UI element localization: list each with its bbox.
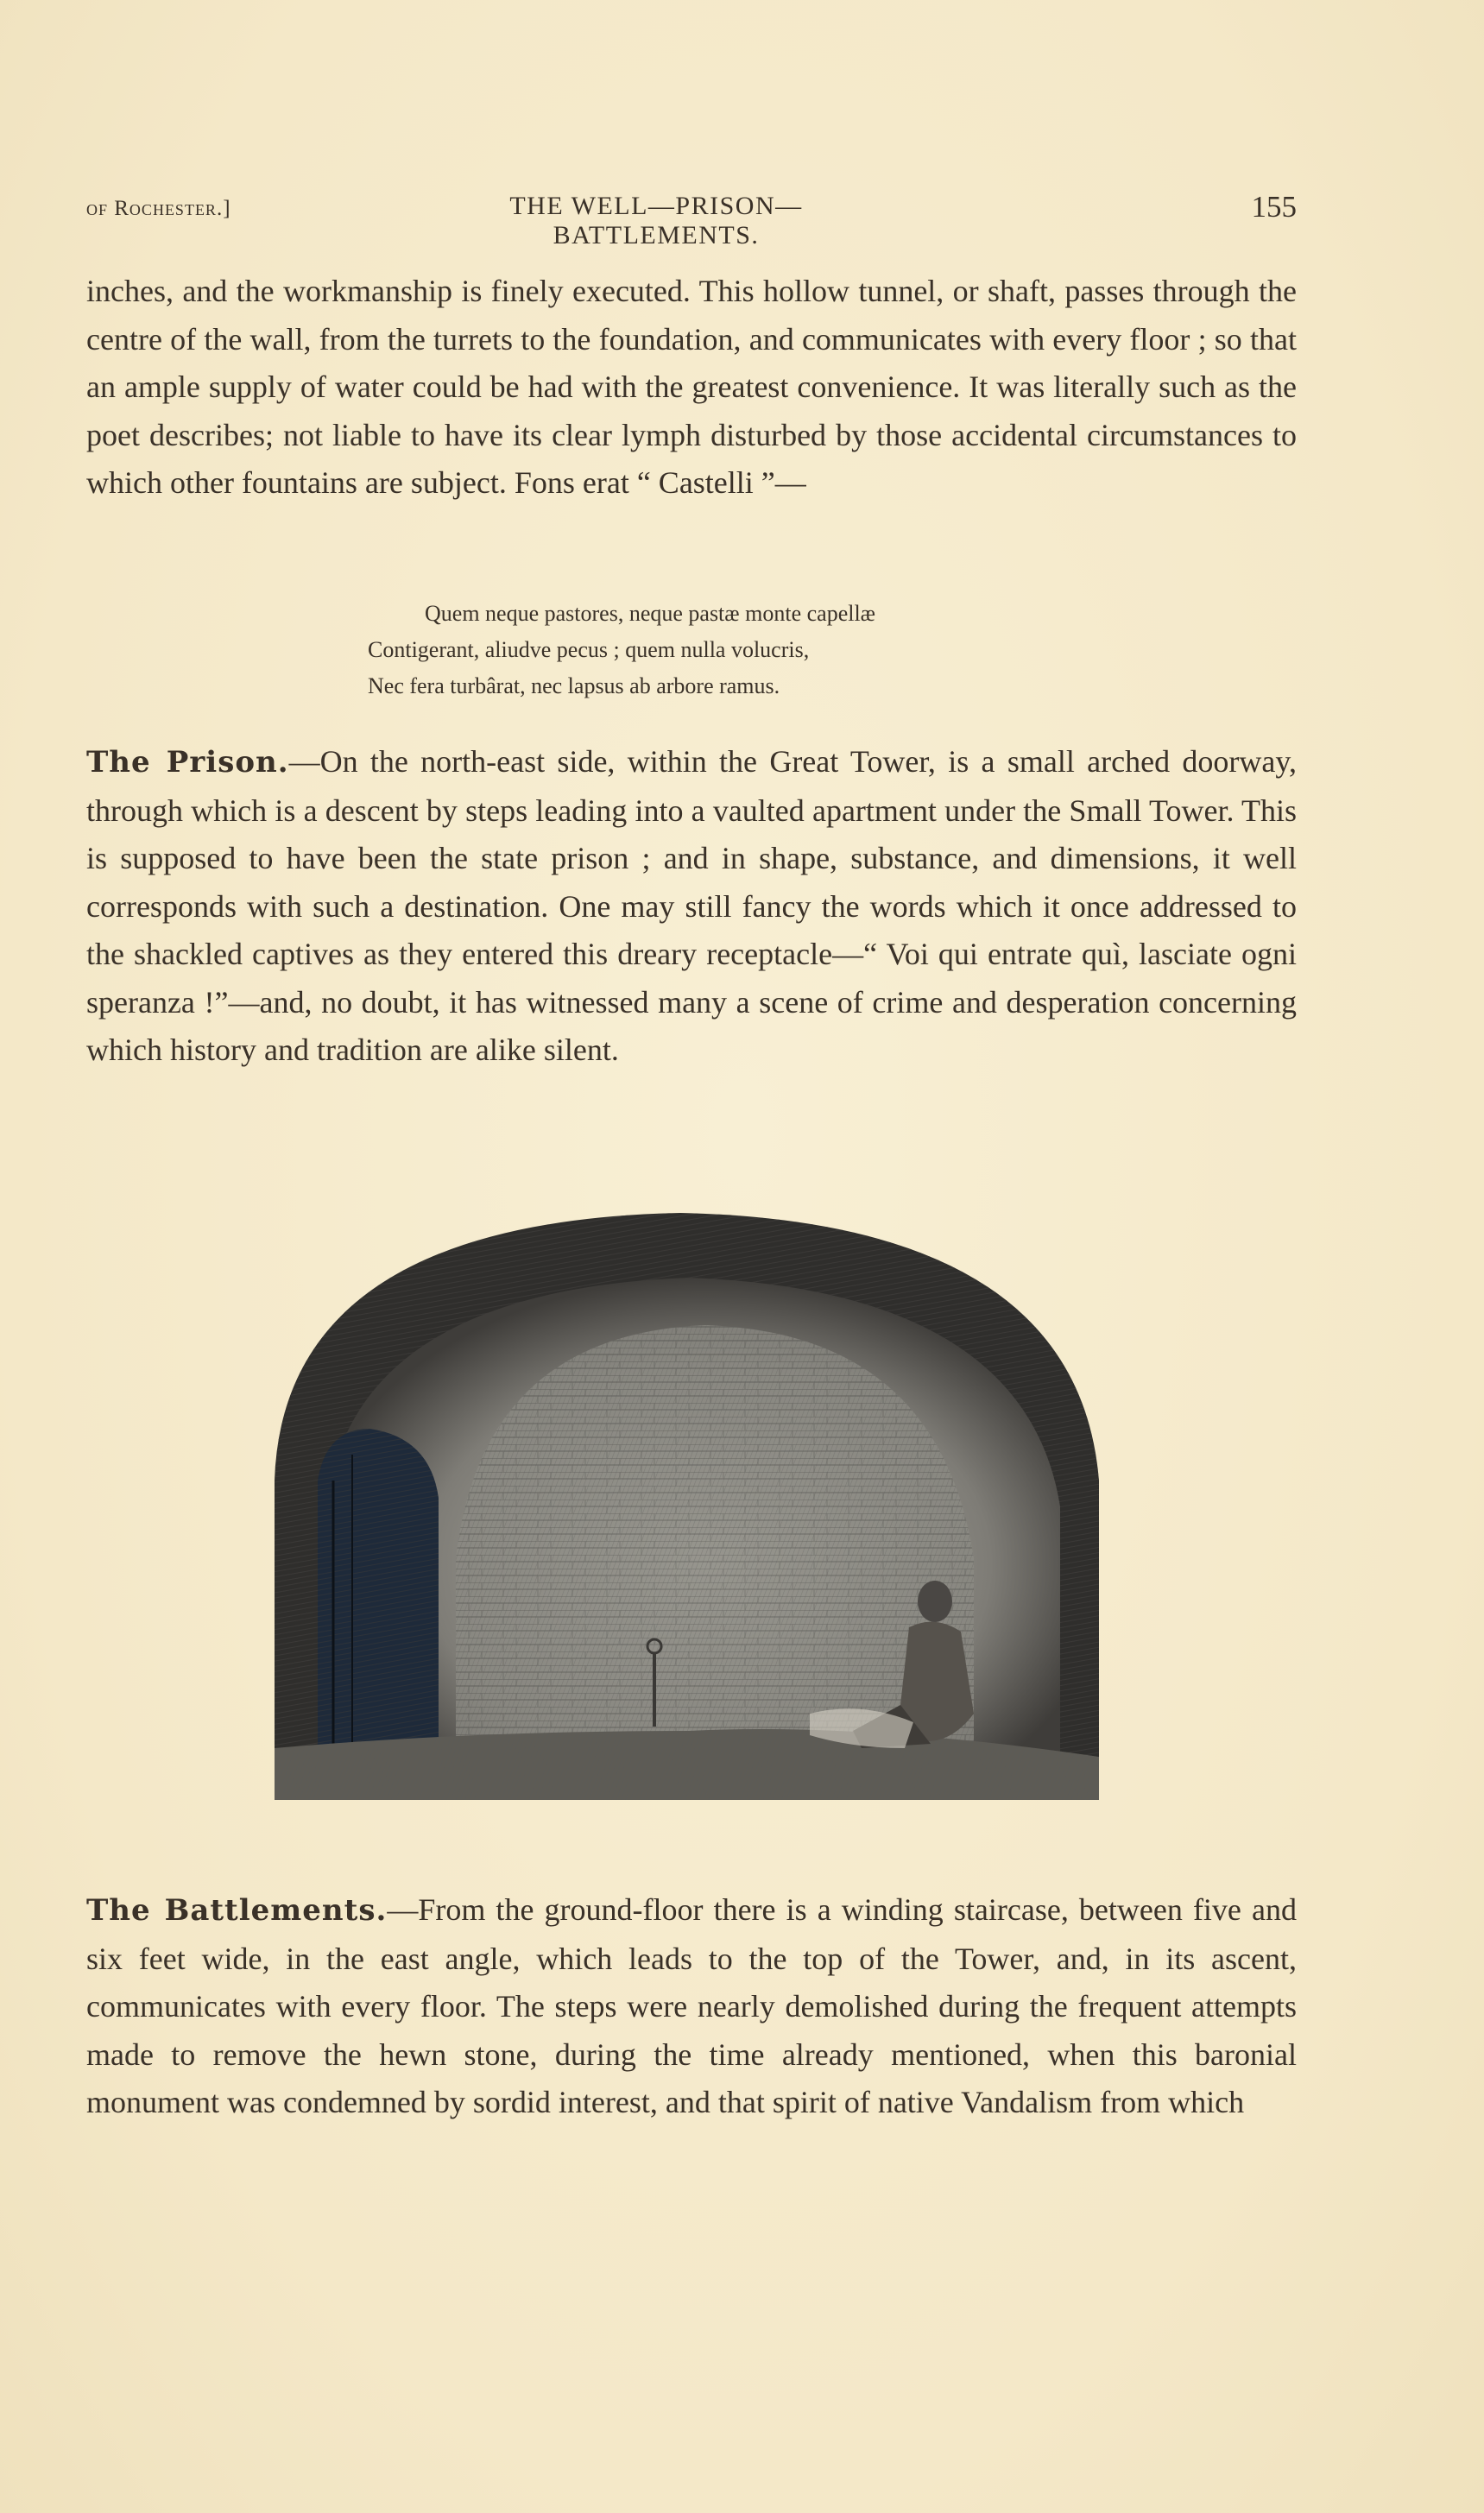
section-heading-prison: The Prison. — [86, 745, 289, 780]
paragraph-well: inches, and the workmanship is finely executed. This hollow tunnel, or shaft, passes through the centre of the wall, from the turrets to the foundation, and communicates with every floor ; so that an ample supply of water could be had with the greatest convenience. It was literally such as the poet describes; not liable to have its clear lymph disturbed by those accidental circumstances to which other fountains are subject. Fons erat “ Castelli ”— — [86, 274, 1297, 500]
page-number: 155 — [1251, 190, 1297, 224]
paragraph-prison — [86, 738, 1297, 1075]
latin-verse — [368, 596, 1058, 704]
paragraph-prison-text: —On the north-east side, within the Great Tower, is a small arched doorway, through which is a descent by steps leading into a vaulted apartment under the Small Tower. This is supposed to have been the state prison ; and in shape, substance, and dimensions, it well corresponds with such a destination. One may still fancy the words which it once addressed to the shackled captives as they entered this dreary receptacle—“ Voi qui entrate quì, lasciate ogni speranza !”—and, no doubt, it has witnessed many a scene of crime and desperation concerning which history and tradition are alike silent. — [86, 744, 1298, 1067]
running-head-left: of Rochester.] — [86, 197, 231, 220]
verse-line: Nec fera turbârat, nec lapsus ab arbore ramus. — [368, 673, 780, 698]
running-head-title: THE WELL—PRISON—BATTLEMENTS. — [509, 192, 803, 249]
paragraph-battlements-text: —From the ground-floor there is a winding staircase, between five and six feet wide, in the east angle, which leads to the top of the Tower, and, in its ascent, communicates with every floor. The steps were nearly demolished during the frequent attempts made to remove the hewn stone, during the time already mentioned, when this baronial monument was condemned by sordid interest, and that spirit of native Vandalism from which — [86, 1892, 1297, 2119]
prison-vault-engraving — [257, 1196, 1108, 1834]
verse-line: Quem neque pastores, neque pastæ monte capellæ — [425, 601, 876, 626]
section-heading-battlements: The Battlements. — [86, 1893, 388, 1928]
verse-line: Contigerant, aliudve pecus ; quem nulla volucris, — [368, 637, 810, 662]
paragraph-battlements — [86, 1886, 1297, 2127]
running-head — [86, 188, 1297, 249]
